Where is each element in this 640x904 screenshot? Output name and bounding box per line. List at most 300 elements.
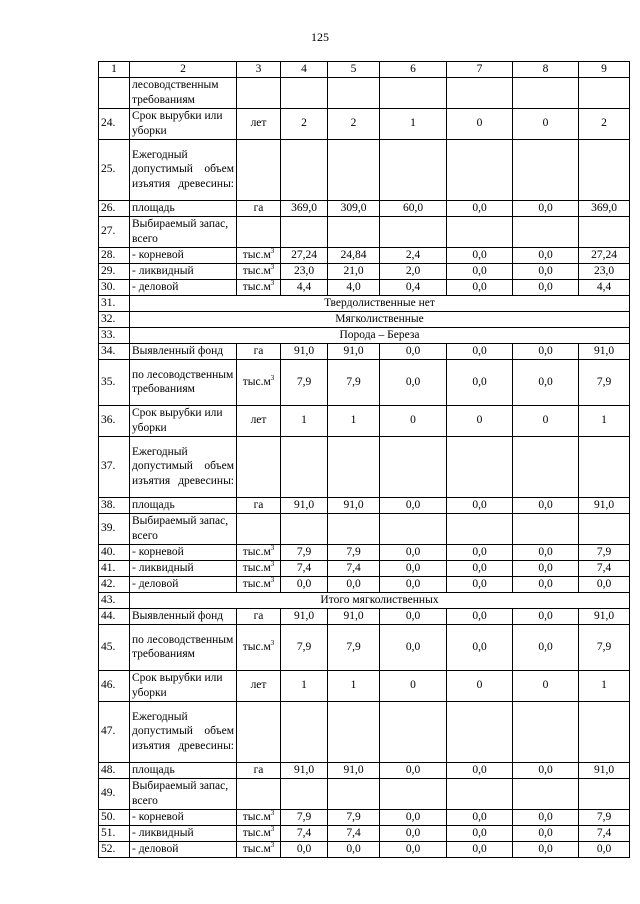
value-cell: 0,0 — [447, 247, 513, 263]
header-cell: 9 — [579, 62, 630, 78]
value-cell: 7,9 — [328, 544, 380, 560]
value-cell — [513, 701, 579, 762]
section-heading-cell: Порода – Береза — [130, 327, 630, 343]
table-row — [99, 576, 630, 592]
row-number-cell: 33. — [99, 327, 130, 343]
value-cell — [328, 77, 380, 108]
unit-cell — [237, 247, 281, 263]
value-cell: 0,0 — [447, 200, 513, 216]
unit-text: тыс.м — [242, 810, 271, 823]
table-row — [99, 359, 630, 405]
table-row — [99, 436, 630, 497]
indicator-label-cell: Срок вырубки или уборки — [130, 670, 237, 701]
table-row — [99, 139, 630, 200]
value-cell: 1 — [579, 405, 630, 436]
header-cell: 4 — [281, 62, 328, 78]
value-cell: 0,0 — [380, 343, 447, 359]
table-row — [99, 77, 630, 108]
section-row — [99, 311, 630, 327]
unit-exponent: 3 — [270, 638, 275, 647]
indicator-label-cell: - деловой — [130, 279, 237, 295]
unit-exponent: 3 — [270, 560, 275, 568]
table-row — [99, 762, 630, 778]
value-cell: 2 — [328, 108, 380, 139]
value-cell — [281, 436, 328, 497]
header-cell: 6 — [380, 62, 447, 78]
header-cell: 7 — [447, 62, 513, 78]
unit-text: тыс.м — [242, 826, 271, 839]
unit-cell — [237, 825, 281, 841]
value-cell — [579, 216, 630, 247]
value-cell — [328, 701, 380, 762]
unit-cell — [237, 778, 281, 809]
indicator-label-cell: Ежегодный допустимый объем изъятия древесины: — [130, 139, 237, 200]
row-number-cell: 41. — [99, 560, 130, 576]
value-cell — [513, 778, 579, 809]
value-cell: 24,84 — [328, 247, 380, 263]
indicator-label-cell: площадь — [130, 762, 237, 778]
unit-text: тыс.м — [242, 842, 271, 855]
value-cell — [579, 77, 630, 108]
value-cell: 0,0 — [447, 608, 513, 624]
row-number-cell: 38. — [99, 497, 130, 513]
row-number-cell: 37. — [99, 436, 130, 497]
value-cell: 0,0 — [513, 343, 579, 359]
value-cell: 7,4 — [579, 560, 630, 576]
indicator-label-cell: по лесоводственным требованиям — [130, 359, 237, 405]
value-cell: 0 — [513, 108, 579, 139]
unit-cell: га — [237, 497, 281, 513]
value-cell: 7,9 — [281, 809, 328, 825]
header-cell: 8 — [513, 62, 579, 78]
value-cell: 7,4 — [328, 560, 380, 576]
value-cell: 23,0 — [579, 263, 630, 279]
unit-cell — [237, 263, 281, 279]
table-row — [99, 200, 630, 216]
value-cell — [513, 513, 579, 544]
value-cell: 0,0 — [513, 608, 579, 624]
value-cell: 7,4 — [281, 560, 328, 576]
value-cell: 0,0 — [447, 343, 513, 359]
value-cell: 4,4 — [281, 279, 328, 295]
value-cell: 0,0 — [380, 544, 447, 560]
value-cell: 1 — [380, 108, 447, 139]
unit-cell: га — [237, 608, 281, 624]
value-cell: 0,0 — [447, 809, 513, 825]
unit-text: тыс.м — [242, 280, 271, 293]
table-row — [99, 405, 630, 436]
row-number-cell: 36. — [99, 405, 130, 436]
value-cell: 91,0 — [579, 343, 630, 359]
value-cell: 0,0 — [447, 279, 513, 295]
table-row — [99, 608, 630, 624]
row-number-cell: 30. — [99, 279, 130, 295]
value-cell: 0,0 — [281, 576, 328, 592]
value-cell: 1 — [281, 405, 328, 436]
value-cell: 7,4 — [328, 825, 380, 841]
value-cell — [380, 216, 447, 247]
row-number-cell — [99, 77, 130, 108]
value-cell — [447, 513, 513, 544]
value-cell: 91,0 — [579, 762, 630, 778]
value-cell: 0 — [447, 405, 513, 436]
unit-cell — [237, 841, 281, 857]
value-cell: 0,0 — [513, 560, 579, 576]
indicator-label-cell: Срок вырубки или уборки — [130, 108, 237, 139]
table-row — [99, 216, 630, 247]
row-number-cell: 51. — [99, 825, 130, 841]
value-cell: 0,0 — [380, 497, 447, 513]
value-cell: 7,9 — [281, 544, 328, 560]
header-cell: 5 — [328, 62, 380, 78]
value-cell — [281, 77, 328, 108]
value-cell: 0 — [447, 108, 513, 139]
value-cell: 91,0 — [328, 497, 380, 513]
value-cell — [447, 77, 513, 108]
value-cell: 0,0 — [447, 560, 513, 576]
value-cell: 0,0 — [380, 762, 447, 778]
unit-exponent: 3 — [270, 576, 275, 584]
value-cell: 0,0 — [380, 359, 447, 405]
indicator-label-cell: - ликвидный — [130, 263, 237, 279]
unit-cell — [237, 513, 281, 544]
unit-exponent: 3 — [270, 841, 275, 849]
indicator-label-cell: Выбираемый запас, всего — [130, 778, 237, 809]
unit-cell: га — [237, 343, 281, 359]
value-cell — [447, 436, 513, 497]
value-cell: 0,0 — [513, 544, 579, 560]
row-number-cell: 26. — [99, 200, 130, 216]
row-number-cell: 52. — [99, 841, 130, 857]
table-row — [99, 809, 630, 825]
value-cell: 0,0 — [513, 359, 579, 405]
table-row — [99, 701, 630, 762]
unit-cell: лет — [237, 670, 281, 701]
value-cell: 7,9 — [579, 624, 630, 670]
unit-exponent: 3 — [270, 373, 275, 382]
value-cell: 0,0 — [513, 279, 579, 295]
unit-text: тыс.м — [242, 640, 271, 653]
value-cell: 1 — [328, 670, 380, 701]
unit-cell — [237, 139, 281, 200]
indicator-label-cell: Выявленный фонд — [130, 343, 237, 359]
unit-text: тыс.м — [242, 248, 271, 261]
unit-cell — [237, 436, 281, 497]
value-cell: 0 — [380, 670, 447, 701]
row-number-cell: 43. — [99, 592, 130, 608]
indicator-label-cell: Выявленный фонд — [130, 608, 237, 624]
unit-exponent: 3 — [270, 247, 275, 255]
value-cell: 0,0 — [380, 560, 447, 576]
value-cell: 7,9 — [328, 624, 380, 670]
value-cell: 7,9 — [281, 624, 328, 670]
unit-text: тыс.м — [242, 545, 271, 558]
value-cell: 0,0 — [447, 263, 513, 279]
value-cell — [380, 139, 447, 200]
indicator-label-cell: - корневой — [130, 544, 237, 560]
value-cell: 7,9 — [328, 359, 380, 405]
value-cell — [447, 701, 513, 762]
value-cell: 27,24 — [281, 247, 328, 263]
table-row — [99, 343, 630, 359]
value-cell — [328, 216, 380, 247]
value-cell: 0,0 — [447, 576, 513, 592]
value-cell — [447, 216, 513, 247]
value-cell: 91,0 — [281, 497, 328, 513]
value-cell — [579, 701, 630, 762]
value-cell: 0,0 — [380, 576, 447, 592]
value-cell — [380, 77, 447, 108]
unit-exponent: 3 — [270, 825, 275, 833]
value-cell: 7,9 — [579, 359, 630, 405]
value-cell: 369,0 — [281, 200, 328, 216]
value-cell: 91,0 — [281, 762, 328, 778]
value-cell: 2 — [579, 108, 630, 139]
value-cell: 91,0 — [281, 343, 328, 359]
value-cell: 27,24 — [579, 247, 630, 263]
value-cell: 91,0 — [328, 343, 380, 359]
indicator-label-cell: по лесоводственным требованиям — [130, 624, 237, 670]
unit-cell — [237, 544, 281, 560]
value-cell: 309,0 — [328, 200, 380, 216]
value-cell: 2,4 — [380, 247, 447, 263]
value-cell — [328, 139, 380, 200]
value-cell: 91,0 — [328, 762, 380, 778]
value-cell: 0,0 — [513, 200, 579, 216]
value-cell — [513, 436, 579, 497]
header-cell: 2 — [130, 62, 237, 78]
value-cell: 7,9 — [328, 809, 380, 825]
unit-exponent: 3 — [270, 809, 275, 817]
value-cell — [328, 513, 380, 544]
value-cell — [447, 778, 513, 809]
unit-cell — [237, 216, 281, 247]
row-number-cell: 46. — [99, 670, 130, 701]
indicator-label-cell: площадь — [130, 497, 237, 513]
value-cell: 1 — [579, 670, 630, 701]
table-row — [99, 247, 630, 263]
indicator-label-cell: Срок вырубки или уборки — [130, 405, 237, 436]
unit-cell — [237, 624, 281, 670]
value-cell: 0,4 — [380, 279, 447, 295]
section-heading-cell: Твердолиственные нет — [130, 295, 630, 311]
indicator-label-cell: площадь — [130, 200, 237, 216]
value-cell: 2 — [281, 108, 328, 139]
table-row — [99, 670, 630, 701]
unit-cell: лет — [237, 108, 281, 139]
unit-cell — [237, 560, 281, 576]
row-number-cell: 35. — [99, 359, 130, 405]
row-number-cell: 32. — [99, 311, 130, 327]
header-cell: 1 — [99, 62, 130, 78]
value-cell: 0 — [380, 405, 447, 436]
section-row — [99, 327, 630, 343]
value-cell: 0,0 — [513, 762, 579, 778]
row-number-cell: 48. — [99, 762, 130, 778]
table-row — [99, 624, 630, 670]
value-cell: 0,0 — [380, 825, 447, 841]
value-cell: 21,0 — [328, 263, 380, 279]
value-cell: 369,0 — [579, 200, 630, 216]
indicator-label-cell: Ежегодный допустимый объем изъятия древесины: — [130, 436, 237, 497]
table-row — [99, 841, 630, 857]
value-cell — [281, 778, 328, 809]
value-cell: 91,0 — [579, 497, 630, 513]
unit-cell — [237, 359, 281, 405]
value-cell — [513, 139, 579, 200]
unit-text: тыс.м — [242, 561, 271, 574]
value-cell — [328, 436, 380, 497]
value-cell — [513, 216, 579, 247]
table-row — [99, 825, 630, 841]
unit-cell — [237, 279, 281, 295]
table-body — [99, 62, 630, 858]
indicator-label-cell: - ликвидный — [130, 825, 237, 841]
page-number: 125 — [311, 30, 329, 44]
header-cell: 3 — [237, 62, 281, 78]
section-heading-cell: Итого мягколиственных — [130, 592, 630, 608]
value-cell: 4,4 — [579, 279, 630, 295]
unit-cell: га — [237, 200, 281, 216]
value-cell: 0,0 — [380, 809, 447, 825]
unit-cell — [237, 701, 281, 762]
value-cell: 2,0 — [380, 263, 447, 279]
value-cell: 0,0 — [513, 809, 579, 825]
value-cell — [281, 701, 328, 762]
row-number-cell: 34. — [99, 343, 130, 359]
unit-cell: лет — [237, 405, 281, 436]
value-cell: 0,0 — [579, 576, 630, 592]
unit-cell — [237, 77, 281, 108]
value-cell: 0,0 — [447, 841, 513, 857]
value-cell — [579, 513, 630, 544]
row-number-cell: 50. — [99, 809, 130, 825]
table-row — [99, 497, 630, 513]
value-cell: 0,0 — [513, 576, 579, 592]
value-cell: 1 — [328, 405, 380, 436]
value-cell — [579, 436, 630, 497]
value-cell: 0,0 — [579, 841, 630, 857]
value-cell — [579, 778, 630, 809]
value-cell — [281, 513, 328, 544]
value-cell: 60,0 — [380, 200, 447, 216]
value-cell: 0 — [513, 670, 579, 701]
indicator-label-cell: лесоводственным требованиям — [130, 77, 237, 108]
value-cell: 91,0 — [281, 608, 328, 624]
table-row — [99, 108, 630, 139]
unit-text: тыс.м — [242, 375, 271, 388]
indicator-label-cell: - корневой — [130, 809, 237, 825]
indicator-label-cell: Ежегодный допустимый объем изъятия древесины: — [130, 701, 237, 762]
value-cell: 0,0 — [513, 247, 579, 263]
indicator-label-cell: Выбираемый запас, всего — [130, 216, 237, 247]
unit-text: тыс.м — [242, 577, 271, 590]
indicator-label-cell: Выбираемый запас, всего — [130, 513, 237, 544]
value-cell: 7,4 — [579, 825, 630, 841]
row-number-cell: 49. — [99, 778, 130, 809]
value-cell: 0,0 — [447, 624, 513, 670]
indicator-label-cell: - ликвидный — [130, 560, 237, 576]
forest-resource-table — [98, 61, 630, 858]
row-number-cell: 40. — [99, 544, 130, 560]
table-row — [99, 544, 630, 560]
value-cell: 7,9 — [281, 359, 328, 405]
value-cell: 0,0 — [513, 825, 579, 841]
value-cell: 91,0 — [579, 608, 630, 624]
section-row — [99, 592, 630, 608]
value-cell: 0,0 — [328, 841, 380, 857]
value-cell — [281, 216, 328, 247]
table-row — [99, 279, 630, 295]
value-cell — [579, 139, 630, 200]
unit-exponent: 3 — [270, 279, 275, 287]
value-cell: 7,9 — [579, 809, 630, 825]
table-row — [99, 778, 630, 809]
value-cell: 0,0 — [281, 841, 328, 857]
value-cell: 0,0 — [380, 608, 447, 624]
value-cell: 0 — [513, 405, 579, 436]
value-cell: 0,0 — [513, 624, 579, 670]
value-cell: 7,4 — [281, 825, 328, 841]
value-cell: 0,0 — [513, 497, 579, 513]
value-cell: 0,0 — [447, 762, 513, 778]
row-number-cell: 39. — [99, 513, 130, 544]
row-number-cell: 29. — [99, 263, 130, 279]
value-cell: 7,9 — [579, 544, 630, 560]
unit-exponent: 3 — [270, 263, 275, 271]
indicator-label-cell: - деловой — [130, 576, 237, 592]
value-cell — [380, 513, 447, 544]
row-number-cell: 44. — [99, 608, 130, 624]
value-cell: 91,0 — [328, 608, 380, 624]
value-cell: 0,0 — [513, 841, 579, 857]
value-cell — [513, 77, 579, 108]
row-number-cell: 27. — [99, 216, 130, 247]
value-cell: 1 — [281, 670, 328, 701]
value-cell: 0,0 — [380, 841, 447, 857]
row-number-cell: 28. — [99, 247, 130, 263]
unit-exponent: 3 — [270, 544, 275, 552]
value-cell: 0,0 — [447, 544, 513, 560]
table-row — [99, 263, 630, 279]
row-number-cell: 45. — [99, 624, 130, 670]
table-header-row — [99, 62, 630, 78]
value-cell — [380, 778, 447, 809]
row-number-cell: 25. — [99, 139, 130, 200]
value-cell: 0 — [447, 670, 513, 701]
value-cell: 0,0 — [447, 825, 513, 841]
section-row — [99, 295, 630, 311]
value-cell — [281, 139, 328, 200]
value-cell — [328, 778, 380, 809]
unit-cell — [237, 809, 281, 825]
row-number-cell: 47. — [99, 701, 130, 762]
indicator-label-cell: - деловой — [130, 841, 237, 857]
row-number-cell: 42. — [99, 576, 130, 592]
value-cell: 0,0 — [513, 263, 579, 279]
unit-text: тыс.м — [242, 264, 271, 277]
value-cell: 0,0 — [447, 359, 513, 405]
unit-cell: га — [237, 762, 281, 778]
row-number-cell: 24. — [99, 108, 130, 139]
value-cell — [380, 436, 447, 497]
row-number-cell: 31. — [99, 295, 130, 311]
table-row — [99, 513, 630, 544]
section-heading-cell: Мягколиственные — [130, 311, 630, 327]
table-row — [99, 560, 630, 576]
value-cell: 4,0 — [328, 279, 380, 295]
value-cell: 0,0 — [328, 576, 380, 592]
